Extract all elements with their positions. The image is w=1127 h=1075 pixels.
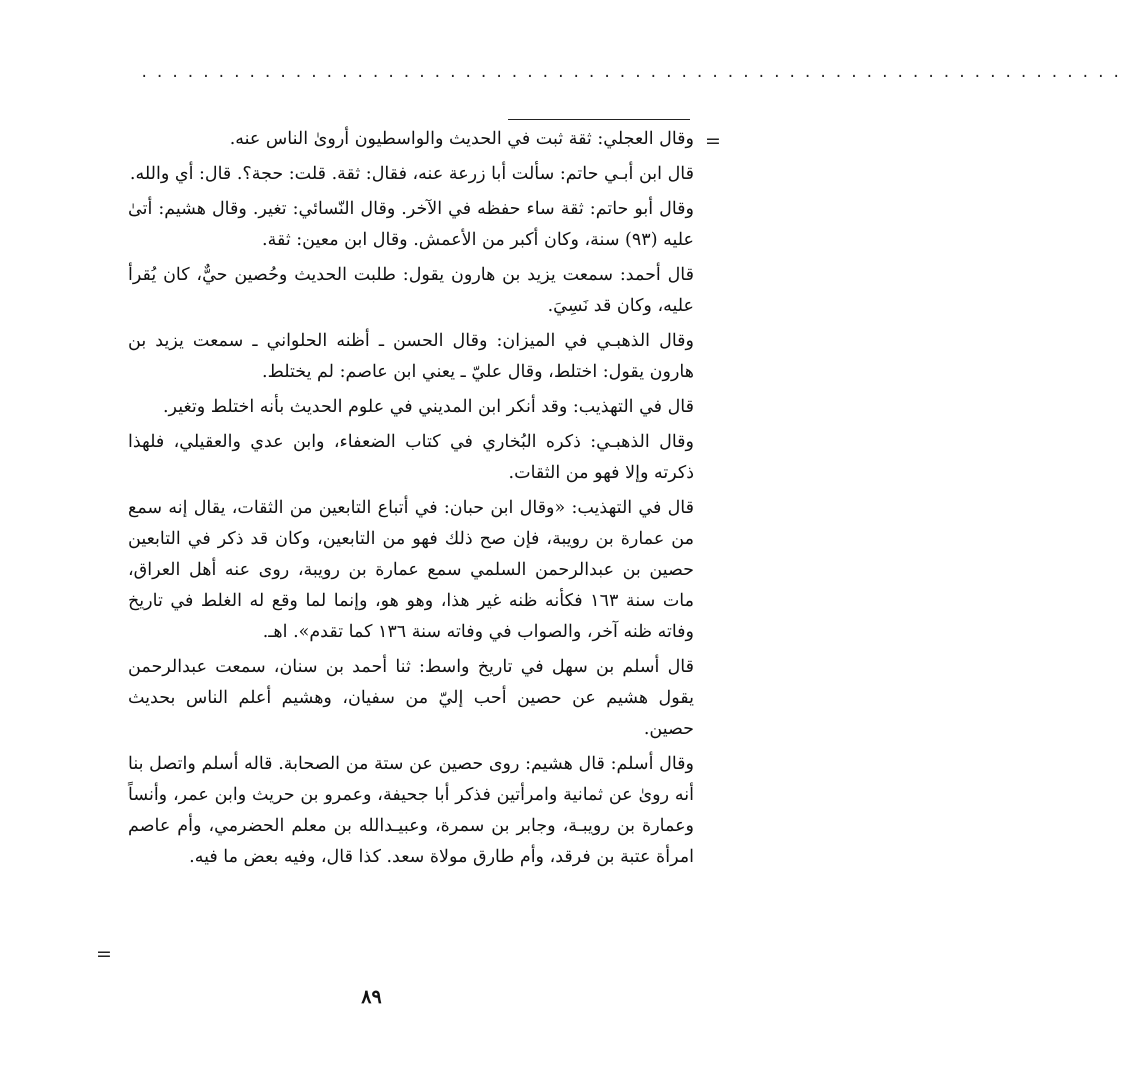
header-dotted-line: ................................................................ bbox=[140, 65, 1127, 81]
paragraph-ijli: وقال العجلي: ثقة ثبت في الحديث والواسطيون أروىٰ الناس عنه. bbox=[229, 129, 694, 149]
paragraph-ahmad: قال أحمد: سمعت يزيد بن هارون يقول: طلبت الحديث وحُصين حيٌّ، كان يُقرأ عليه، وكان قد نَسِيَ. bbox=[128, 265, 694, 316]
paragraph-dhahabi-mizan: وقال الذهبـي في الميزان: وقال الحسن ـ أظنه الحلواني ـ سمعت يزيد بن هارون يقول: اختلط، وقال عليّ ـ يعني ابن عاصم: لم يختلط. bbox=[128, 331, 694, 382]
paragraph-tahdhib-ibn-hibban: قال في التهذيب: «وقال ابن حبان: في أتباع التابعين من الثقات، يقال إنه سمع من عمارة بن رويبة، فإن صح ذلك فهو من التابعين، وكان قد ذكر في التابعين حصين بن عبدالرحمن السلمي سمع عمارة بن رويبة، روى عنه أهل العراق، مات سنة ١٦٣ فكأنه ظنه غير هذا، وهو هو، وإنما لما وقع له الغلط في تاريخ وفاته ظنه آخر، والصواب في وفاته سنة ١٣٦ كما تقدم». اهـ. bbox=[128, 498, 694, 642]
page-number: ٨٩ bbox=[361, 986, 382, 1008]
paragraph-dhahabi-bukhari: وقال الذهبـي: ذكره البُخاري في كتاب الضعفاء، وابن عدي والعقيلي، فلهذا ذكرته وإلا فهو من الثقات. bbox=[128, 432, 694, 483]
footnote-text bbox=[128, 124, 694, 877]
paragraph-ibn-abi-hatim: قال ابن أبـي حاتم: سألت أبا زرعة عنه، فقال: ثقة. قلت: حجة؟. قال: أي والله. bbox=[129, 164, 694, 184]
margin-mark-bottom: = bbox=[96, 943, 112, 965]
paragraph-aslam-hushaym: وقال أسلم: قال هشيم: روى حصين عن ستة من الصحابة. قاله أسلم واتصل بنا أنه روىٰ عن ثمانية وامرأتين فذكر أبا جحيفة، وعمرو بن حريث وابن عمر، وأنساً وعمارة بن رويبـة، وجابر بن سمرة، وعبيـدالله بن معلم الحضرمي، وأم عاصم امرأة عتبة بن فرقد، وأم طارق مولاة سعد. كذا قال، وفيه بعض ما فيه. bbox=[128, 754, 694, 867]
margin-mark-top: = bbox=[705, 130, 721, 152]
footnote-separator-rule bbox=[508, 119, 690, 120]
paragraph-aslam-wasit: قال أسلم بن سهل في تاريخ واسط: ثنا أحمد بن سنان، سمعت عبدالرحمن يقول هشيم عن حصين أحب إليّ من سفيان، وهشيم أعلم الناس بحديث حصين. bbox=[128, 657, 694, 739]
paragraph-abu-hatim: وقال أبو حاتم: ثقة ساء حفظه في الآخر. وقال النّسائي: تغير. وقال هشيم: أتىٰ عليه (٩٣) سنة، وكان أكبر من الأعمش. وقال ابن معين: ثقة. bbox=[128, 199, 694, 250]
paragraph-tahdhib-madini: قال في التهذيب: وقد أنكر ابن المديني في علوم الحديث بأنه اختلط وتغير. bbox=[162, 397, 694, 417]
